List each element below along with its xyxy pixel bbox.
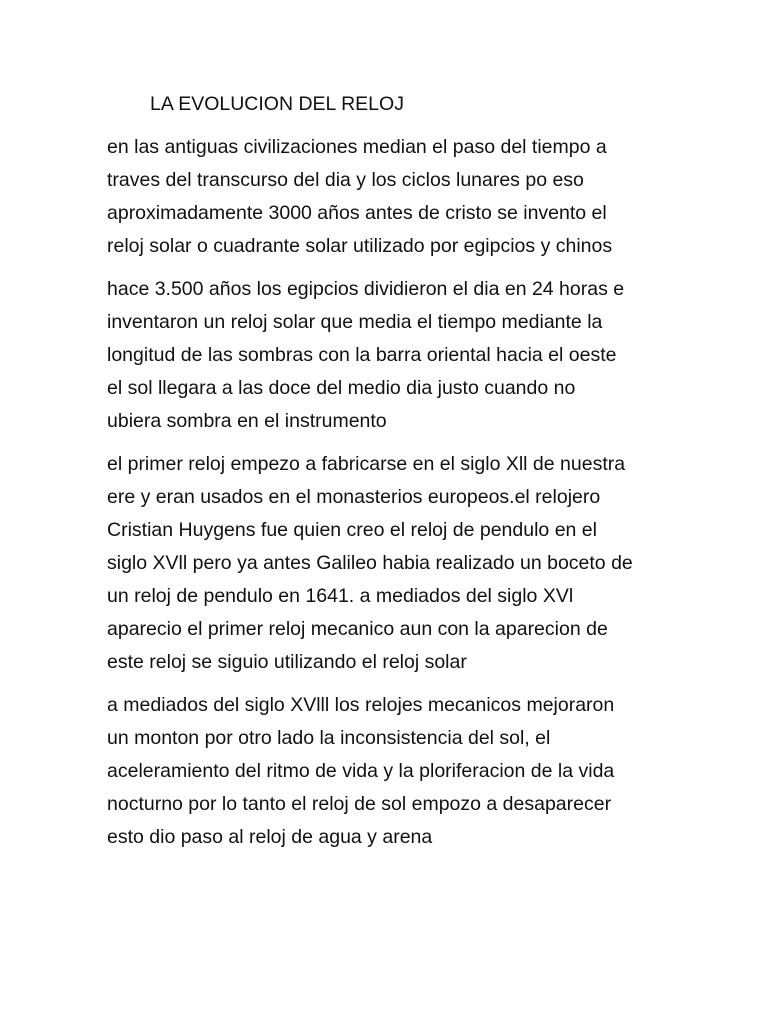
- text-line: hace 3.500 años los egipcios dividieron el dia en 24 horas e: [107, 278, 625, 300]
- text-line: aparecio el primer reloj mecanico aun con la aparecion de: [107, 618, 608, 640]
- text-line: el primer reloj empezo a fabricarse en el siglo Xll de nuestra: [107, 453, 626, 475]
- text-line: siglo XVll pero ya antes Galileo habia realizado un boceto de: [107, 552, 633, 574]
- text-line: longitud de las sombras con la barra oriental hacia el oeste: [107, 344, 617, 366]
- text-line: esto dio paso al reloj de agua y arena: [107, 826, 433, 848]
- text-line: un reloj de pendulo en 1641. a mediados del siglo XVl: [107, 585, 574, 607]
- text-line: aceleramiento del ritmo de vida y la ploriferacion de la vida: [107, 760, 615, 782]
- text-line: este reloj se siguio utilizando el reloj solar: [107, 651, 467, 673]
- text-line: aproximadamente 3000 años antes de cristo se invento el: [107, 202, 607, 224]
- text-line: reloj solar o cuadrante solar utilizado por egipcios y chinos: [107, 235, 613, 257]
- paragraph-4: [107, 689, 667, 854]
- text-line: a mediados del siglo XVlll los relojes mecanicos mejoraron: [107, 694, 615, 716]
- text-line: inventaron un reloj solar que media el tiempo mediante la: [107, 311, 603, 333]
- text-line: el sol llegara a las doce del medio dia justo cuando no: [107, 377, 576, 399]
- text-line: en las antiguas civilizaciones median el paso del tiempo a: [107, 136, 607, 158]
- paragraph-3: [107, 448, 667, 679]
- document-title: LA EVOLUCION DEL RELOJ: [150, 93, 404, 115]
- paragraph-1: [107, 131, 667, 263]
- text-line: traves del transcurso del dia y los ciclos lunares po eso: [107, 169, 584, 191]
- paragraph-2: [107, 273, 667, 438]
- text-line: Cristian Huygens fue quien creo el reloj de pendulo en el: [107, 519, 597, 541]
- text-line: ere y eran usados en el monasterios europeos.el relojero: [107, 486, 601, 508]
- text-line: un monton por otro lado la inconsistencia del sol, el: [107, 727, 551, 749]
- text-line: nocturno por lo tanto el reloj de sol empozo a desaparecer: [107, 793, 612, 815]
- text-line: ubiera sombra en el instrumento: [107, 410, 387, 432]
- document-body: [107, 88, 667, 864]
